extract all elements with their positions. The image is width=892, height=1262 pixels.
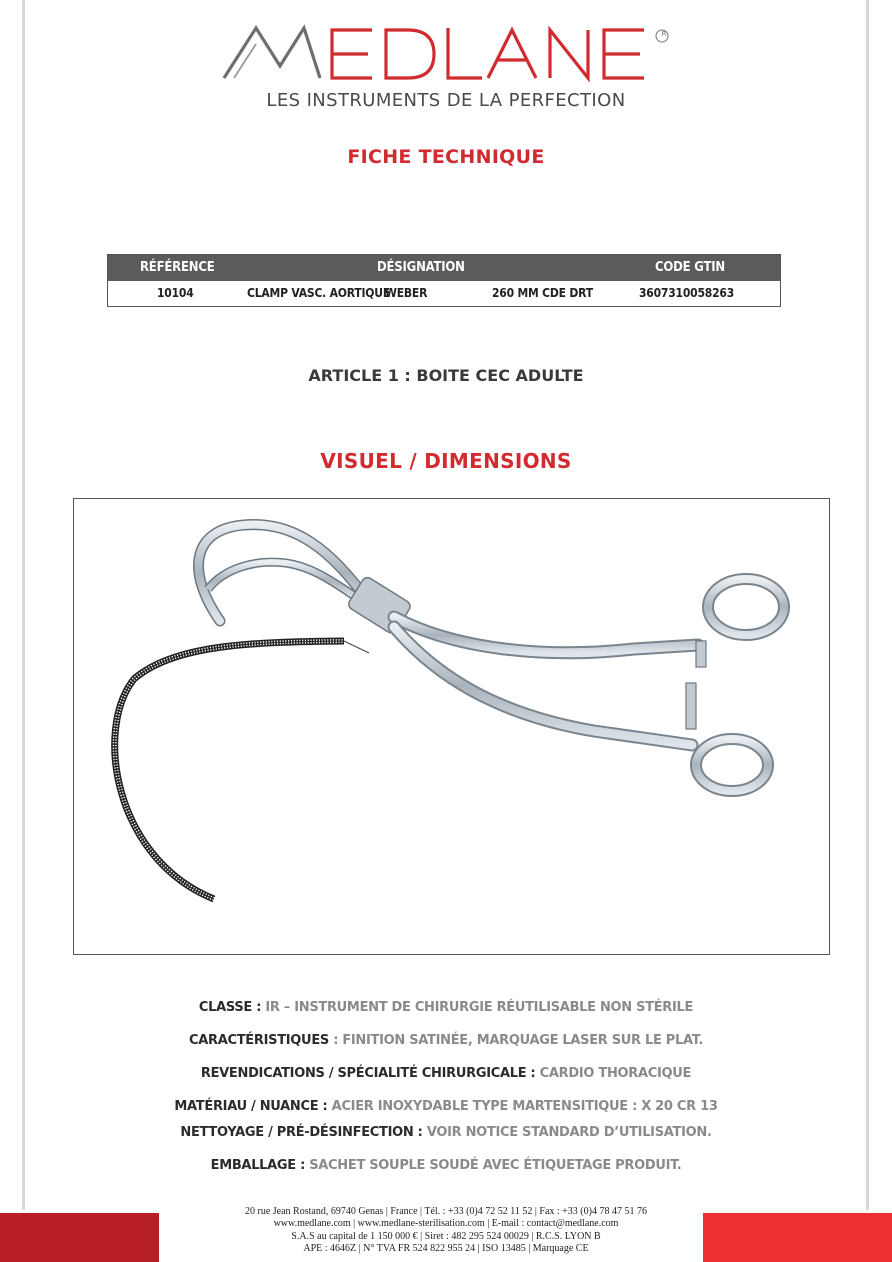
product-visual-frame: [73, 498, 830, 955]
header-gtin: CODE GTIN: [655, 260, 725, 275]
reference-table: [107, 254, 781, 307]
footer-contact: [0, 1206, 892, 1256]
article-heading: ARTICLE 1 : BOITE CEC ADULTE: [308, 366, 584, 385]
footer-address: 20 rue Jean Rostand, 69740 Genas | France | Tél. : +33 (0)4 72 52 11 52 | Fax : +33 (0)4 78 47 51 76: [245, 1206, 647, 1217]
left-border-line: [22, 0, 25, 1210]
right-border-line: [866, 0, 869, 1210]
spec-value: CARDIO THORACIQUE: [535, 1066, 692, 1081]
spec-key: CLASSE :: [198, 1000, 262, 1015]
spec-key: MATÉRIAU / NUANCE :: [174, 1099, 328, 1114]
medlane-logo: [220, 22, 680, 84]
section-visual-title: VISUEL / DIMENSIONS: [320, 449, 572, 473]
table-row: [108, 281, 780, 306]
spec-value: ACIER INOXYDABLE TYPE MARTENSITIQUE : X 20 CR 13: [327, 1099, 718, 1114]
spec-materiau: [0, 1099, 892, 1114]
spec-classe: [0, 1000, 892, 1015]
spec-key: REVENDICATIONS / SPÉCIALITÉ CHIRURGICALE :: [200, 1066, 536, 1081]
cell-reference: 10104: [157, 286, 194, 300]
spec-key: NETTOYAGE / PRÉ-DÉSINFECTION :: [180, 1125, 423, 1140]
spec-revendications: [0, 1066, 892, 1081]
brand-tagline: LES INSTRUMENTS DE LA PERFECTION: [266, 90, 626, 111]
document-title: FICHE TECHNIQUE: [347, 146, 545, 168]
header-designation: DÉSIGNATION: [377, 260, 465, 275]
footer-web: www.medlane.com | www.medlane-sterilisation.com | E-mail : contact@medlane.com: [273, 1218, 619, 1230]
cell-designation-name: CLAMP VASC. AORTIQUE: [247, 286, 391, 300]
header-reference: RÉFÉRENCE: [140, 260, 215, 275]
spec-nettoyage: [0, 1125, 892, 1140]
spec-value: IR – INSTRUMENT DE CHIRURGIE RÉUTILISABLE NON STÉRILE: [261, 1000, 694, 1015]
cell-designation-model: WEBER: [385, 286, 428, 300]
spec-key: EMBALLAGE :: [210, 1158, 305, 1173]
cell-gtin: 3607310058263: [639, 286, 735, 300]
registered-mark: R: [661, 30, 667, 38]
spec-value: SACHET SOUPLE SOUDÉ AVEC ÉTIQUETAGE PRODUIT.: [305, 1158, 682, 1173]
spec-emballage: [0, 1158, 892, 1173]
spec-value: VOIR NOTICE STANDARD D’UTILISATION.: [422, 1125, 712, 1140]
cell-designation-size: 260 MM CDE DRT: [492, 286, 593, 300]
spec-value: : FINITION SATINÉE, MARQUAGE LASER SUR LE PLAT.: [328, 1033, 703, 1048]
spec-caracteristiques: [0, 1033, 892, 1048]
table-header-row: [108, 255, 780, 281]
footer-registration: APE : 4646Z | N° TVA FR 524 822 955 24 | ISO 13485 | Marquage CE: [303, 1243, 589, 1255]
footer-company: S.A.S au capital de 1 150 000 € | Siret : 482 295 524 00029 | R.C.S. LYON B: [291, 1230, 601, 1242]
spec-key: CARACTÉRISTIQUES: [189, 1033, 329, 1048]
vascular-clamp-illustration: [74, 499, 829, 954]
